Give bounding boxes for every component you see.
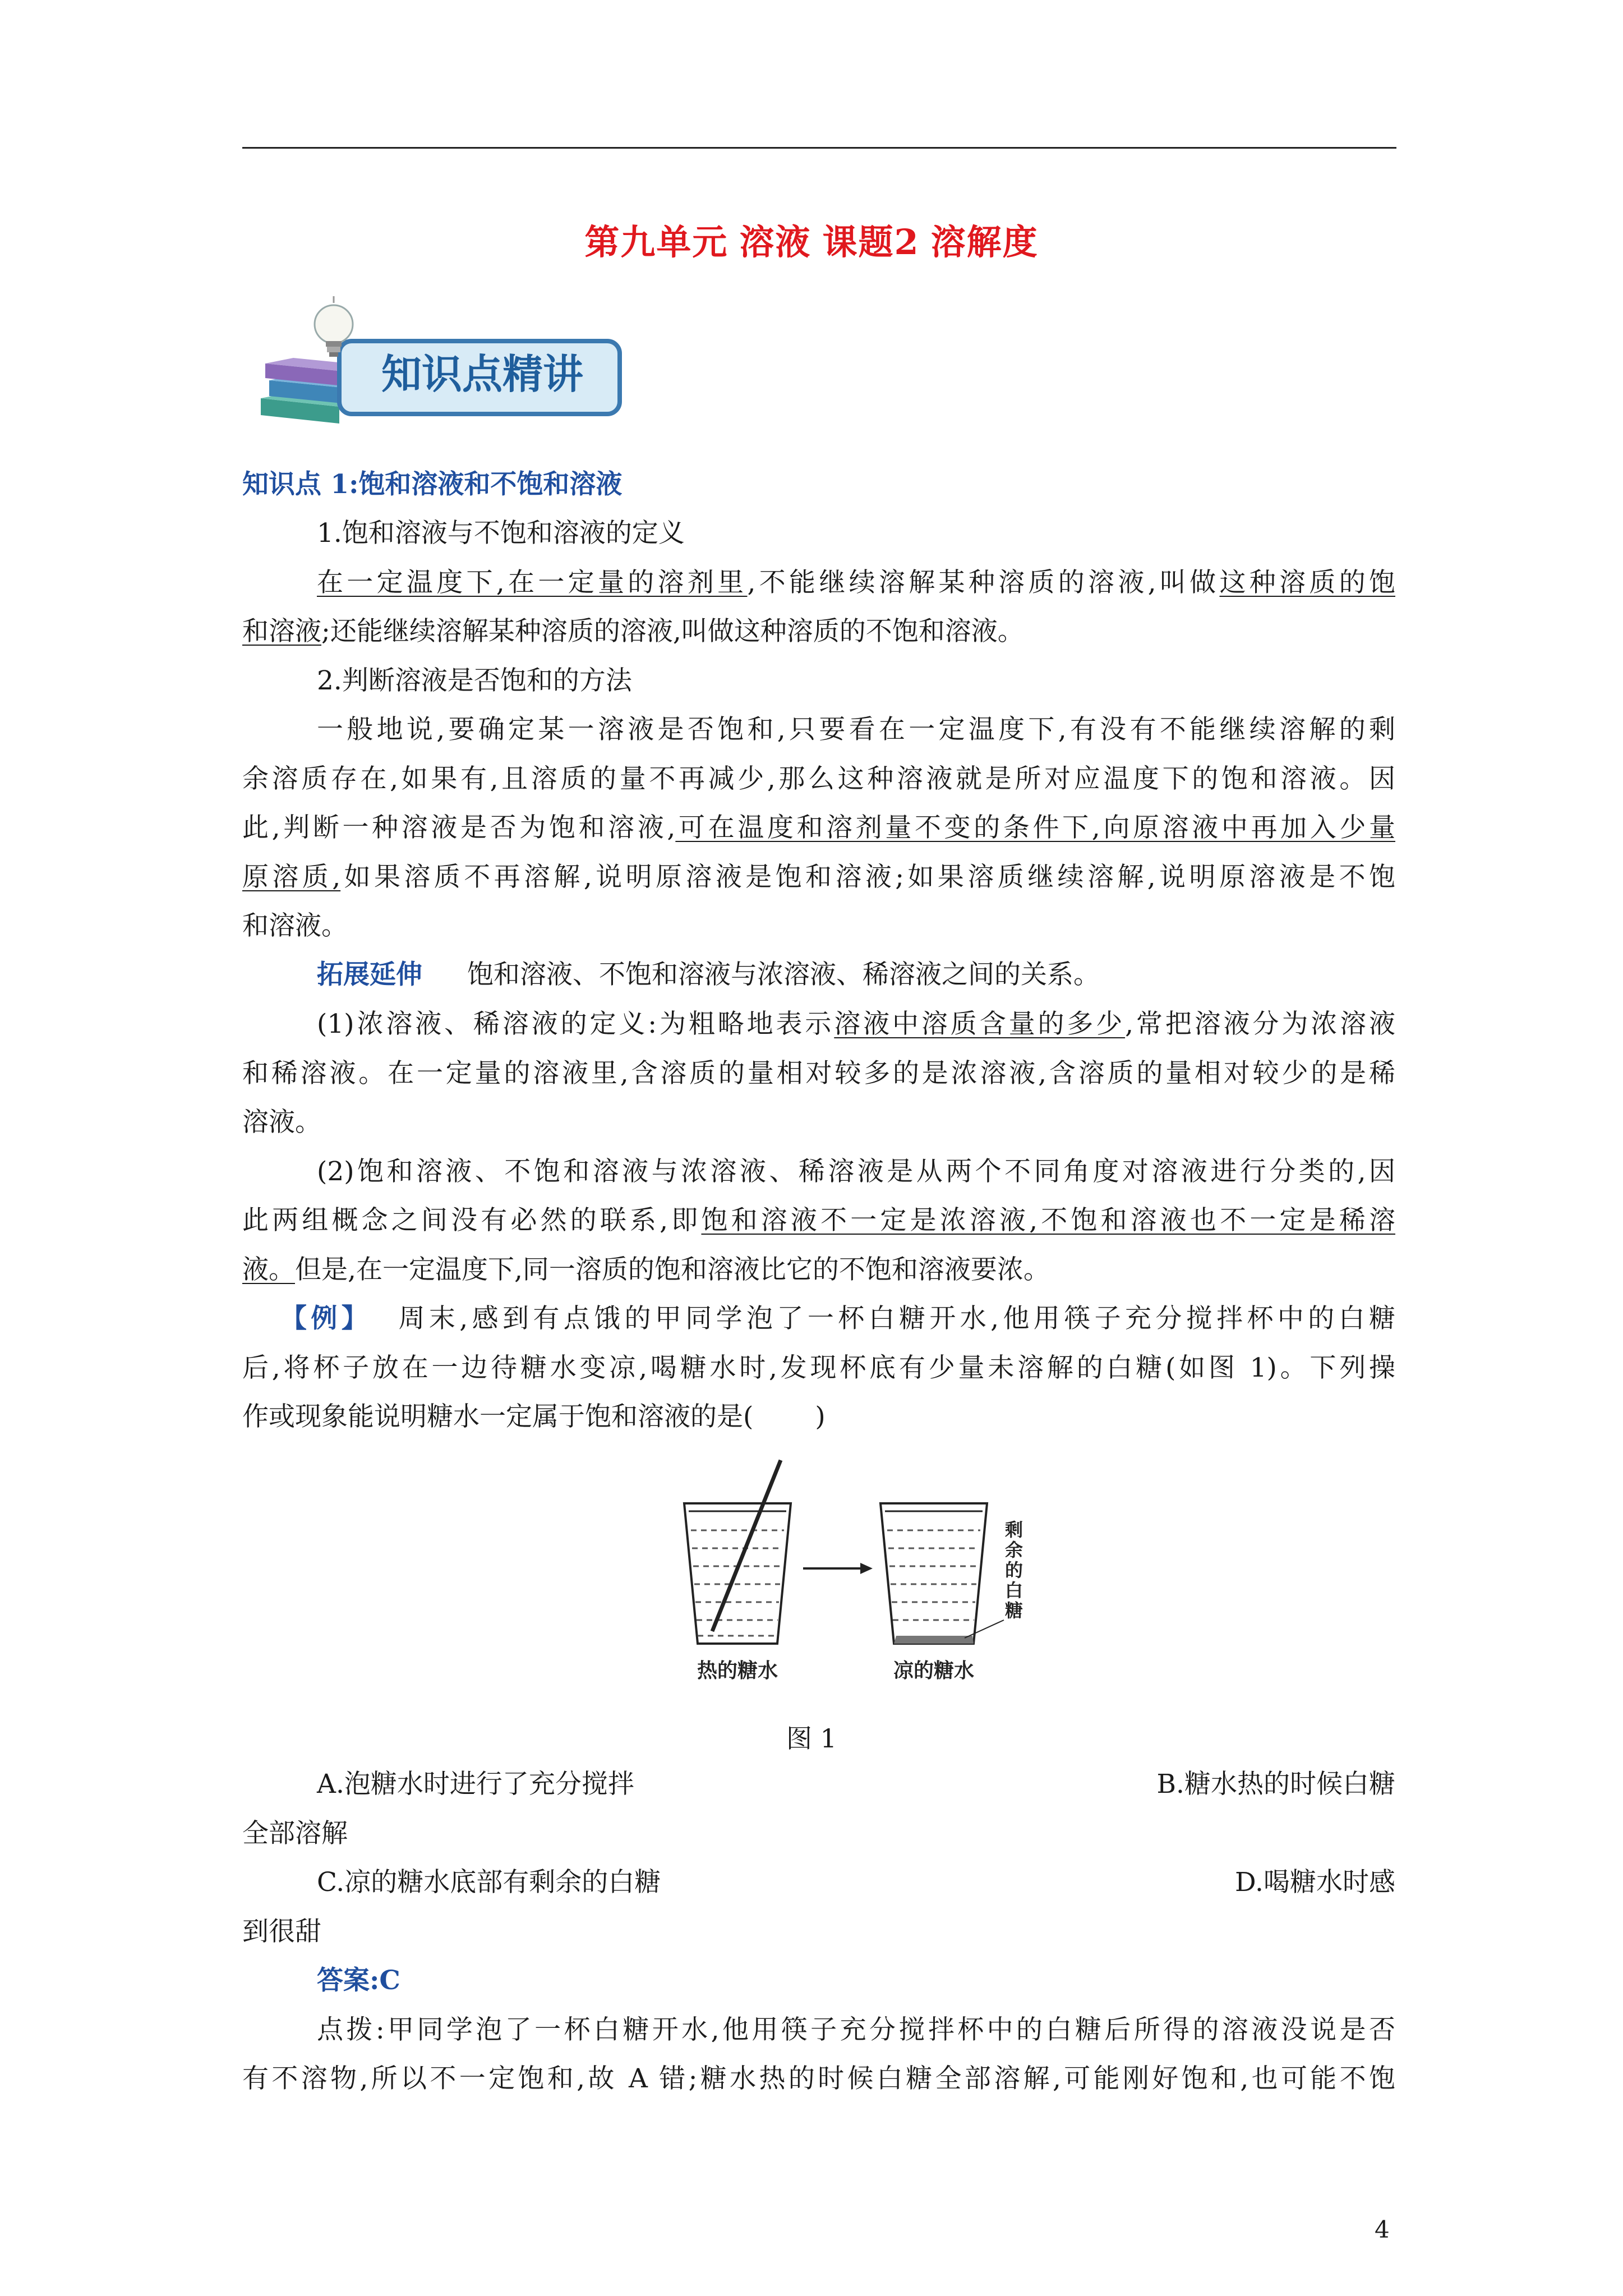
svg-text:白: 白 xyxy=(1004,1580,1023,1600)
option-c: C.凉的糖水底部有剩余的白糖 xyxy=(317,1867,661,1898)
option-b-part2: 全部溶解 xyxy=(242,1818,348,1849)
kp1-def-line2: 和溶液;还能继续溶解某种溶质的溶液,叫做这种溶质的不饱和溶液。 xyxy=(242,616,1024,647)
option-a: A.泡糖水时进行了充分搅拌 xyxy=(317,1769,634,1800)
ext-p2-line1: (2)饱和溶液、不饱和溶液与浓溶液、稀溶液是从两个不同角度对溶液进行分类的,因 xyxy=(317,1156,1395,1187)
method-line5: 和溶液。 xyxy=(242,910,348,941)
method-line3: 此,判断一种溶液是否为饱和溶液,可在温度和溶剂量不变的条件下,向原溶液中再加入少量 xyxy=(242,812,1395,843)
figure-sugar-water xyxy=(673,1457,1032,1682)
hot-cup-label: 热的糖水 xyxy=(697,1659,778,1682)
svg-text:的: 的 xyxy=(1004,1560,1023,1580)
extension-label: 拓展延伸 xyxy=(317,959,422,990)
kp1-sub1: 1.饱和溶液与不饱和溶液的定义 xyxy=(317,518,685,549)
kp1-heading: 知识点 1:饱和溶液和不饱和溶液 xyxy=(242,469,623,500)
ext-p2-line2: 此两组概念之间没有必然的联系,即饱和溶液不一定是浓溶液,不饱和溶液也不一定是稀溶 xyxy=(242,1205,1395,1236)
answer: 答案:C xyxy=(317,1965,400,1996)
extension-intro: 拓展延伸 饱和溶液、不饱和溶液与浓溶液、稀溶液之间的关系。 xyxy=(317,959,1100,990)
kp1-sub2: 2.判断溶液是否饱和的方法 xyxy=(317,665,632,696)
page-number: 4 xyxy=(1375,2216,1390,2243)
example-tag: 【例】 xyxy=(280,1303,372,1334)
knowledge-banner xyxy=(255,292,625,438)
ext-p2-line3: 液。但是,在一定温度下,同一溶质的饱和溶液比它的不饱和溶液要浓。 xyxy=(242,1254,1050,1285)
method-line1: 一般地说,要确定某一溶液是否饱和,只要看在一定温度下,有没有不能继续溶解的剩 xyxy=(317,714,1395,745)
banner-label: 知识点精讲 xyxy=(381,352,584,397)
example-line1: 【例】 周末,感到有点饿的甲同学泡了一杯白糖开水,他用筷子充分搅拌杯中的白糖 xyxy=(280,1303,1395,1334)
option-d-part2: 到很甜 xyxy=(242,1916,321,1947)
page-title: 第九单元 溶液 课题2 溶解度 xyxy=(584,222,1039,263)
option-b-part1: B.糖水热的时候白糖 xyxy=(1156,1769,1395,1800)
svg-text:糖: 糖 xyxy=(1004,1600,1023,1621)
kp1-def-line1: 在一定温度下,在一定量的溶剂里,不能继续溶解某种溶质的溶液,叫做这种溶质的饱 xyxy=(317,567,1395,598)
method-line2: 余溶质存在,如果有,且溶质的量不再减少,那么这种溶液就是所对应温度下的饱和溶液。因 xyxy=(242,763,1395,794)
svg-text:余: 余 xyxy=(1004,1540,1023,1560)
side-label xyxy=(1005,1520,1023,1621)
svg-text:剩: 剩 xyxy=(1004,1520,1023,1540)
chopstick xyxy=(712,1460,781,1631)
explanation-line1: 点拨:甲同学泡了一杯白糖开水,他用筷子充分搅拌杯中的白糖后所得的溶液没说是否 xyxy=(317,2014,1395,2045)
cool-cup xyxy=(880,1503,1004,1644)
cool-cup-label: 凉的糖水 xyxy=(893,1659,975,1682)
option-d-part1: D.喝糖水时感 xyxy=(1235,1867,1395,1898)
ext-p1-line3: 溶液。 xyxy=(242,1107,321,1138)
hot-cup xyxy=(684,1503,791,1644)
header-rule xyxy=(242,147,1396,149)
method-line4: 原溶质,如果溶质不再溶解,说明原溶液是饱和溶液;如果溶质继续溶解,说明原溶液是不饱 xyxy=(242,862,1395,892)
example-line3: 作或现象能说明糖水一定属于饱和溶液的是( ) xyxy=(242,1401,826,1432)
undissolved-sugar xyxy=(894,1636,974,1644)
figure-caption: 图 1 xyxy=(786,1723,837,1754)
arrow-right-icon xyxy=(803,1563,873,1574)
example-line2: 后,将杯子放在一边待糖水变凉,喝糖水时,发现杯底有少量未溶解的白糖(如图 1)。下列操 xyxy=(242,1352,1395,1383)
ext-p1-line2: 和稀溶液。在一定量的溶液里,含溶质的量相对较多的是浓溶液,含溶质的量相对较少的是稀 xyxy=(242,1058,1395,1089)
ext-p1-line1: (1)浓溶液、稀溶液的定义:为粗略地表示溶液中溶质含量的多少,常把溶液分为浓溶液 xyxy=(317,1009,1395,1039)
explanation-line2: 有不溶物,所以不一定饱和,故 A 错;糖水热的时候白糖全部溶解,可能刚好饱和,也可能不饱 xyxy=(242,2063,1395,2094)
